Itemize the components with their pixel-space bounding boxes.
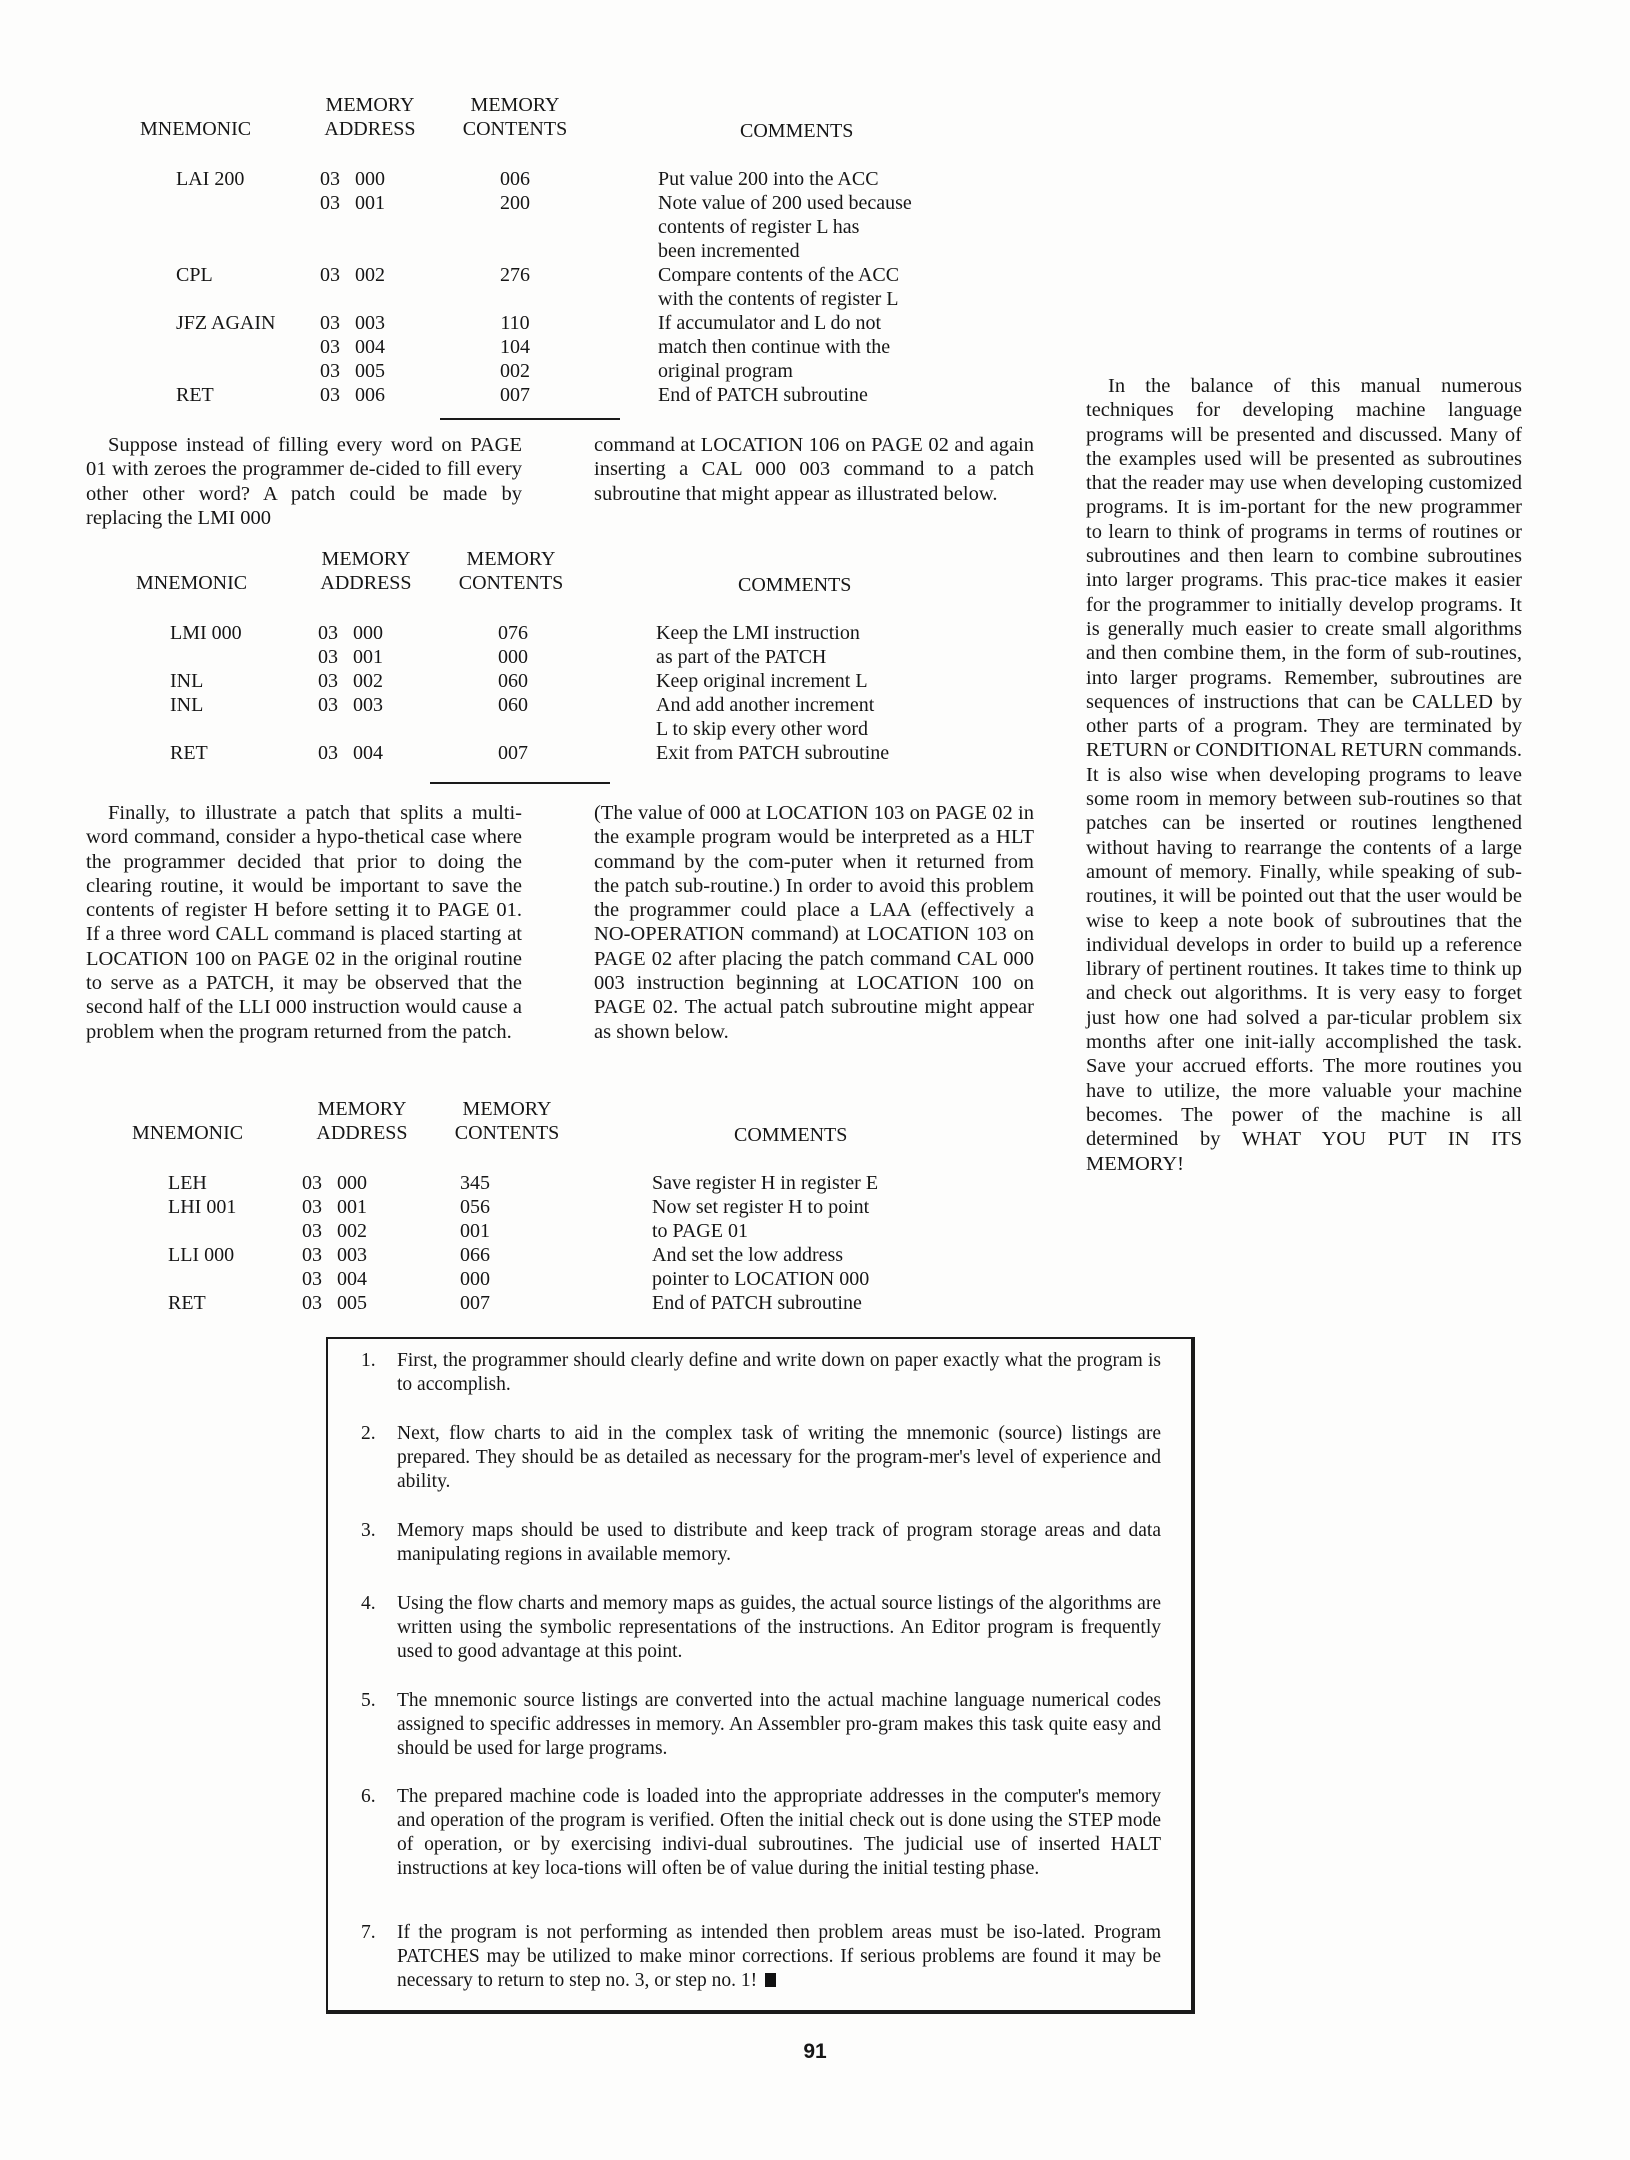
cell-comment: Exit from PATCH subroutine (656, 742, 890, 764)
cell-mnemonic: LEH (168, 1172, 207, 1194)
cell-address: 03 006 (320, 384, 385, 406)
cell-contents: 110 (500, 312, 530, 334)
header-memory-contents (450, 93, 580, 141)
step-item (361, 1519, 1161, 1567)
cell-comment: Keep original increment L (656, 670, 868, 692)
cell-address: 03 000 (302, 1172, 367, 1194)
header-memory-address-line2: ADDRESS (316, 1122, 408, 1144)
cell-address: 03 001 (318, 646, 383, 668)
cell-contents: 002 (500, 360, 530, 382)
cell-address: 03 003 (302, 1244, 367, 1266)
step-number: 3. (361, 1520, 376, 1541)
step-7-text: If the program is not performing as intended then problem areas must be iso-lated. Program PATCHES may be utilized to make minor corrections. If serious problems are found it may be necessary to return to step no. 3, or step no. 1! (397, 1922, 1161, 1991)
header-memory-contents-line1: MEMORY (462, 1098, 552, 1120)
cell-comment: L to skip every other word (656, 718, 868, 740)
header-memory-address-line1: MEMORY (321, 548, 411, 570)
step-text: First, the programmer should clearly define and write down on paper exactly what the program is to accomplish. (397, 1350, 1161, 1395)
step-text: Next, flow charts to aid in the complex task of writing the mnemonic (source) listings are prepared. They should be as detailed as necessary for the program-mer's level of experience and ability. (397, 1423, 1161, 1492)
cell-contents: 000 (498, 646, 528, 668)
header-memory-address-line2: ADDRESS (320, 572, 412, 594)
cell-comment: been incremented (658, 240, 800, 262)
cell-mnemonic: INL (170, 670, 204, 692)
table-2-rule (430, 782, 610, 784)
header-memory-contents-line2: CONTENTS (454, 1122, 560, 1144)
cell-contents: 276 (500, 264, 530, 286)
cell-comment: If accumulator and L do not (658, 312, 882, 334)
end-of-section-mark (765, 1973, 776, 1987)
header-memory-contents-line2: CONTENTS (462, 118, 568, 140)
cell-address: 03 000 (320, 168, 385, 190)
cell-mnemonic: LAI 200 (176, 168, 245, 190)
cell-comment: End of PATCH subroutine (652, 1292, 862, 1314)
header-comments: COMMENTS (734, 1124, 848, 1146)
step-item (361, 1422, 1161, 1494)
step-text: Using the flow charts and memory maps as guides, the actual source listings of the algorithms are written using the symbolic representations of the instructions. An Editor program is frequently used to good advantage at this point. (397, 1593, 1161, 1662)
cell-address: 03 000 (318, 622, 383, 644)
header-memory-address-line1: MEMORY (317, 1098, 407, 1120)
cell-contents: 066 (460, 1244, 490, 1266)
step-number: 7. (361, 1922, 376, 1943)
para-2-left-text: Finally, to illustrate a patch that splits a multi-word command, consider a hypo-thetical case where the programmer decided that prior to doing the clearing routine, it would be important to save the contents of register H before setting it to PAGE 01. If a three word CALL command is placed starting at LOCATION 100 on PAGE 02 in the original routine to serve as a PATCH, it may be observed that the second half of the LLI 000 instruction would cause a problem when the program returned from the patch. (86, 802, 522, 1043)
programming-steps-box (326, 1337, 1195, 2014)
cell-address: 03 002 (320, 264, 385, 286)
cell-mnemonic: CPL (176, 264, 213, 286)
cell-comment: with the contents of register L (658, 288, 899, 310)
header-memory-contents-line1: MEMORY (470, 94, 560, 116)
cell-address: 03 005 (302, 1292, 367, 1314)
cell-comment: original program (658, 360, 793, 382)
cell-address: 03 004 (318, 742, 383, 764)
header-memory-address (302, 1097, 422, 1145)
cell-mnemonic: INL (170, 694, 204, 716)
step-number: 2. (361, 1423, 376, 1444)
cell-comment: Note value of 200 used because (658, 192, 912, 214)
cell-comment: to PAGE 01 (652, 1220, 748, 1242)
step-number: 1. (361, 1350, 376, 1371)
step-text: The prepared machine code is loaded into the appropriate addresses in the computer's memory and operation of the program is verified. Often the initial check out is done using the STEP mode of operation, or by exercising indivi-dual subroutines. The judicial use of inserted HALT instructions at key loca-tions will often be of value during the initial testing phase. (397, 1786, 1161, 1879)
cell-mnemonic: JFZ AGAIN (176, 312, 276, 334)
cell-address: 03 002 (318, 670, 383, 692)
code-table-1 (140, 93, 980, 413)
step-number: 5. (361, 1690, 376, 1711)
cell-contents: 007 (500, 384, 530, 406)
cell-contents: 056 (460, 1196, 490, 1218)
cell-contents: 345 (460, 1172, 490, 1194)
step-number: 4. (361, 1593, 376, 1614)
step-item (361, 1689, 1161, 1761)
cell-address: 03 001 (320, 192, 385, 214)
header-comments: COMMENTS (738, 574, 852, 596)
cell-mnemonic: RET (170, 742, 208, 764)
cell-contents: 200 (500, 192, 530, 214)
cell-contents: 007 (460, 1292, 490, 1314)
cell-contents: 104 (500, 336, 530, 358)
cell-comment: Keep the LMI instruction (656, 622, 860, 644)
cell-contents: 007 (498, 742, 528, 764)
cell-contents: 060 (498, 694, 528, 716)
cell-address: 03 004 (320, 336, 385, 358)
cell-mnemonic: LHI 001 (168, 1196, 237, 1218)
header-mnemonic: MNEMONIC (136, 572, 248, 594)
table-1-rule (440, 418, 620, 420)
step-item (361, 1349, 1161, 1397)
step-item (361, 1785, 1161, 1881)
step-item (361, 1921, 1161, 1993)
cell-comment: pointer to LOCATION 000 (652, 1268, 870, 1290)
step-number: 6. (361, 1786, 376, 1807)
right-column-text: In the balance of this manual numerous techniques for developing machine language programs will be presented and discussed. Many of the examples used will be presented as subroutines that the reader may use when developing customized programs. It is im-portant for the new programmer to learn to think of programs in terms of routines or subroutines and then learn to combine subroutines into larger programs. This prac-tice makes it easier for the programmer to initially develop programs. It is generally much easier to create small algorithms and then combine them, in the form of sub-routines, into larger programs. Remember, subroutines are sequences of instructions that can be CALLED by other parts of a program. They are terminated by RETURN or CONDITIONAL RETURN commands. It is also wise when developing programs to leave some room in memory between sub-routines so that patches can be inserted or routines lengthened without having to rearrange the contents of a large amount of memory. Finally, while speaking of sub-routines, it will be pointed out that the user would be wise to keep a note book of subroutines that the individual develops in order to build up a reference library of pertinent routines. It takes time to think up and check out algorithms. It is very easy to forget just how one had solved a par-ticular problem six months after one init-ially accomplished the task. Save your accrued efforts. The more routines you have to utilize, the more valuable your machine becomes. The power of the machine is all determined by WHAT YOU PUT IN ITS MEMORY! (1086, 375, 1522, 1175)
para-2-left (86, 801, 522, 1044)
cell-contents: 000 (460, 1268, 490, 1290)
para-2-right (594, 801, 1034, 1044)
header-memory-contents (446, 547, 576, 595)
header-memory-address-line1: MEMORY (325, 94, 415, 116)
para-2-right-text: (The value of 000 at LOCATION 103 on PAGE 02 in the example program would be interpreted as a HLT command by the com-puter when it returned from the patch sub-routine.) In order to avoid this problem the programmer could place a LAA (effectively a NO-OPERATION command) at LOCATION 103 on PAGE 02 after placing the patch command CAL 000 003 instruction beginning at LOCATION 100 on PAGE 02. The actual patch subroutine might appear as shown below. (594, 802, 1034, 1043)
cell-comment: as part of the PATCH (656, 646, 827, 668)
cell-address: 03 003 (318, 694, 383, 716)
step-text: Memory maps should be used to distribute and keep track of program storage areas and data manipulating regions in available memory. (397, 1520, 1161, 1565)
cell-comment: Compare contents of the ACC (658, 264, 900, 286)
step-text (397, 1921, 1161, 1993)
cell-comment: And set the low address (652, 1244, 844, 1266)
cell-comment: match then continue with the (658, 336, 891, 358)
cell-address: 03 003 (320, 312, 385, 334)
header-memory-contents-line1: MEMORY (466, 548, 556, 570)
header-memory-contents-line2: CONTENTS (458, 572, 564, 594)
cell-contents: 060 (498, 670, 528, 692)
code-table-3 (132, 1097, 972, 1327)
step-text: The mnemonic source listings are converted into the actual machine language numerical codes assigned to specific addresses in memory. An Assembler pro-gram makes this task quite easy and should be used for large programs. (397, 1690, 1161, 1759)
cell-mnemonic: RET (168, 1292, 206, 1314)
para-1-right-text: command at LOCATION 106 on PAGE 02 and again inserting a CAL 000 003 command to a patch subroutine that might appear as illustrated below. (594, 434, 1034, 505)
cell-comment: And add another increment (656, 694, 875, 716)
cell-address: 03 005 (320, 360, 385, 382)
cell-contents: 006 (500, 168, 530, 190)
header-memory-address (306, 547, 426, 595)
right-column (1086, 374, 1522, 1176)
para-1-left (86, 433, 522, 530)
step-item (361, 1592, 1161, 1664)
header-mnemonic: MNEMONIC (140, 118, 252, 140)
cell-mnemonic: RET (176, 384, 214, 406)
para-1-left-text: Suppose instead of filling every word on PAGE 01 with zeroes the programmer de-cided to fill every other other word? A patch could be made by replacing the LMI 000 (86, 434, 522, 529)
code-table-2 (136, 547, 976, 777)
cell-comment: contents of register L has (658, 216, 860, 238)
header-comments: COMMENTS (740, 120, 854, 142)
cell-comment: Save register H in register E (652, 1172, 879, 1194)
cell-address: 03 001 (302, 1196, 367, 1218)
cell-comment: End of PATCH subroutine (658, 384, 868, 406)
header-memory-contents (442, 1097, 572, 1145)
cell-address: 03 004 (302, 1268, 367, 1290)
cell-contents: 076 (498, 622, 528, 644)
header-memory-address (310, 93, 430, 141)
cell-comment: Now set register H to point (652, 1196, 870, 1218)
header-memory-address-line2: ADDRESS (324, 118, 416, 140)
header-mnemonic: MNEMONIC (132, 1122, 244, 1144)
cell-mnemonic: LMI 000 (170, 622, 242, 644)
page-number: 91 (803, 2040, 827, 2063)
para-1-right (594, 433, 1034, 506)
cell-comment: Put value 200 into the ACC (658, 168, 879, 190)
cell-address: 03 002 (302, 1220, 367, 1242)
cell-mnemonic: LLI 000 (168, 1244, 235, 1266)
cell-contents: 001 (460, 1220, 490, 1242)
